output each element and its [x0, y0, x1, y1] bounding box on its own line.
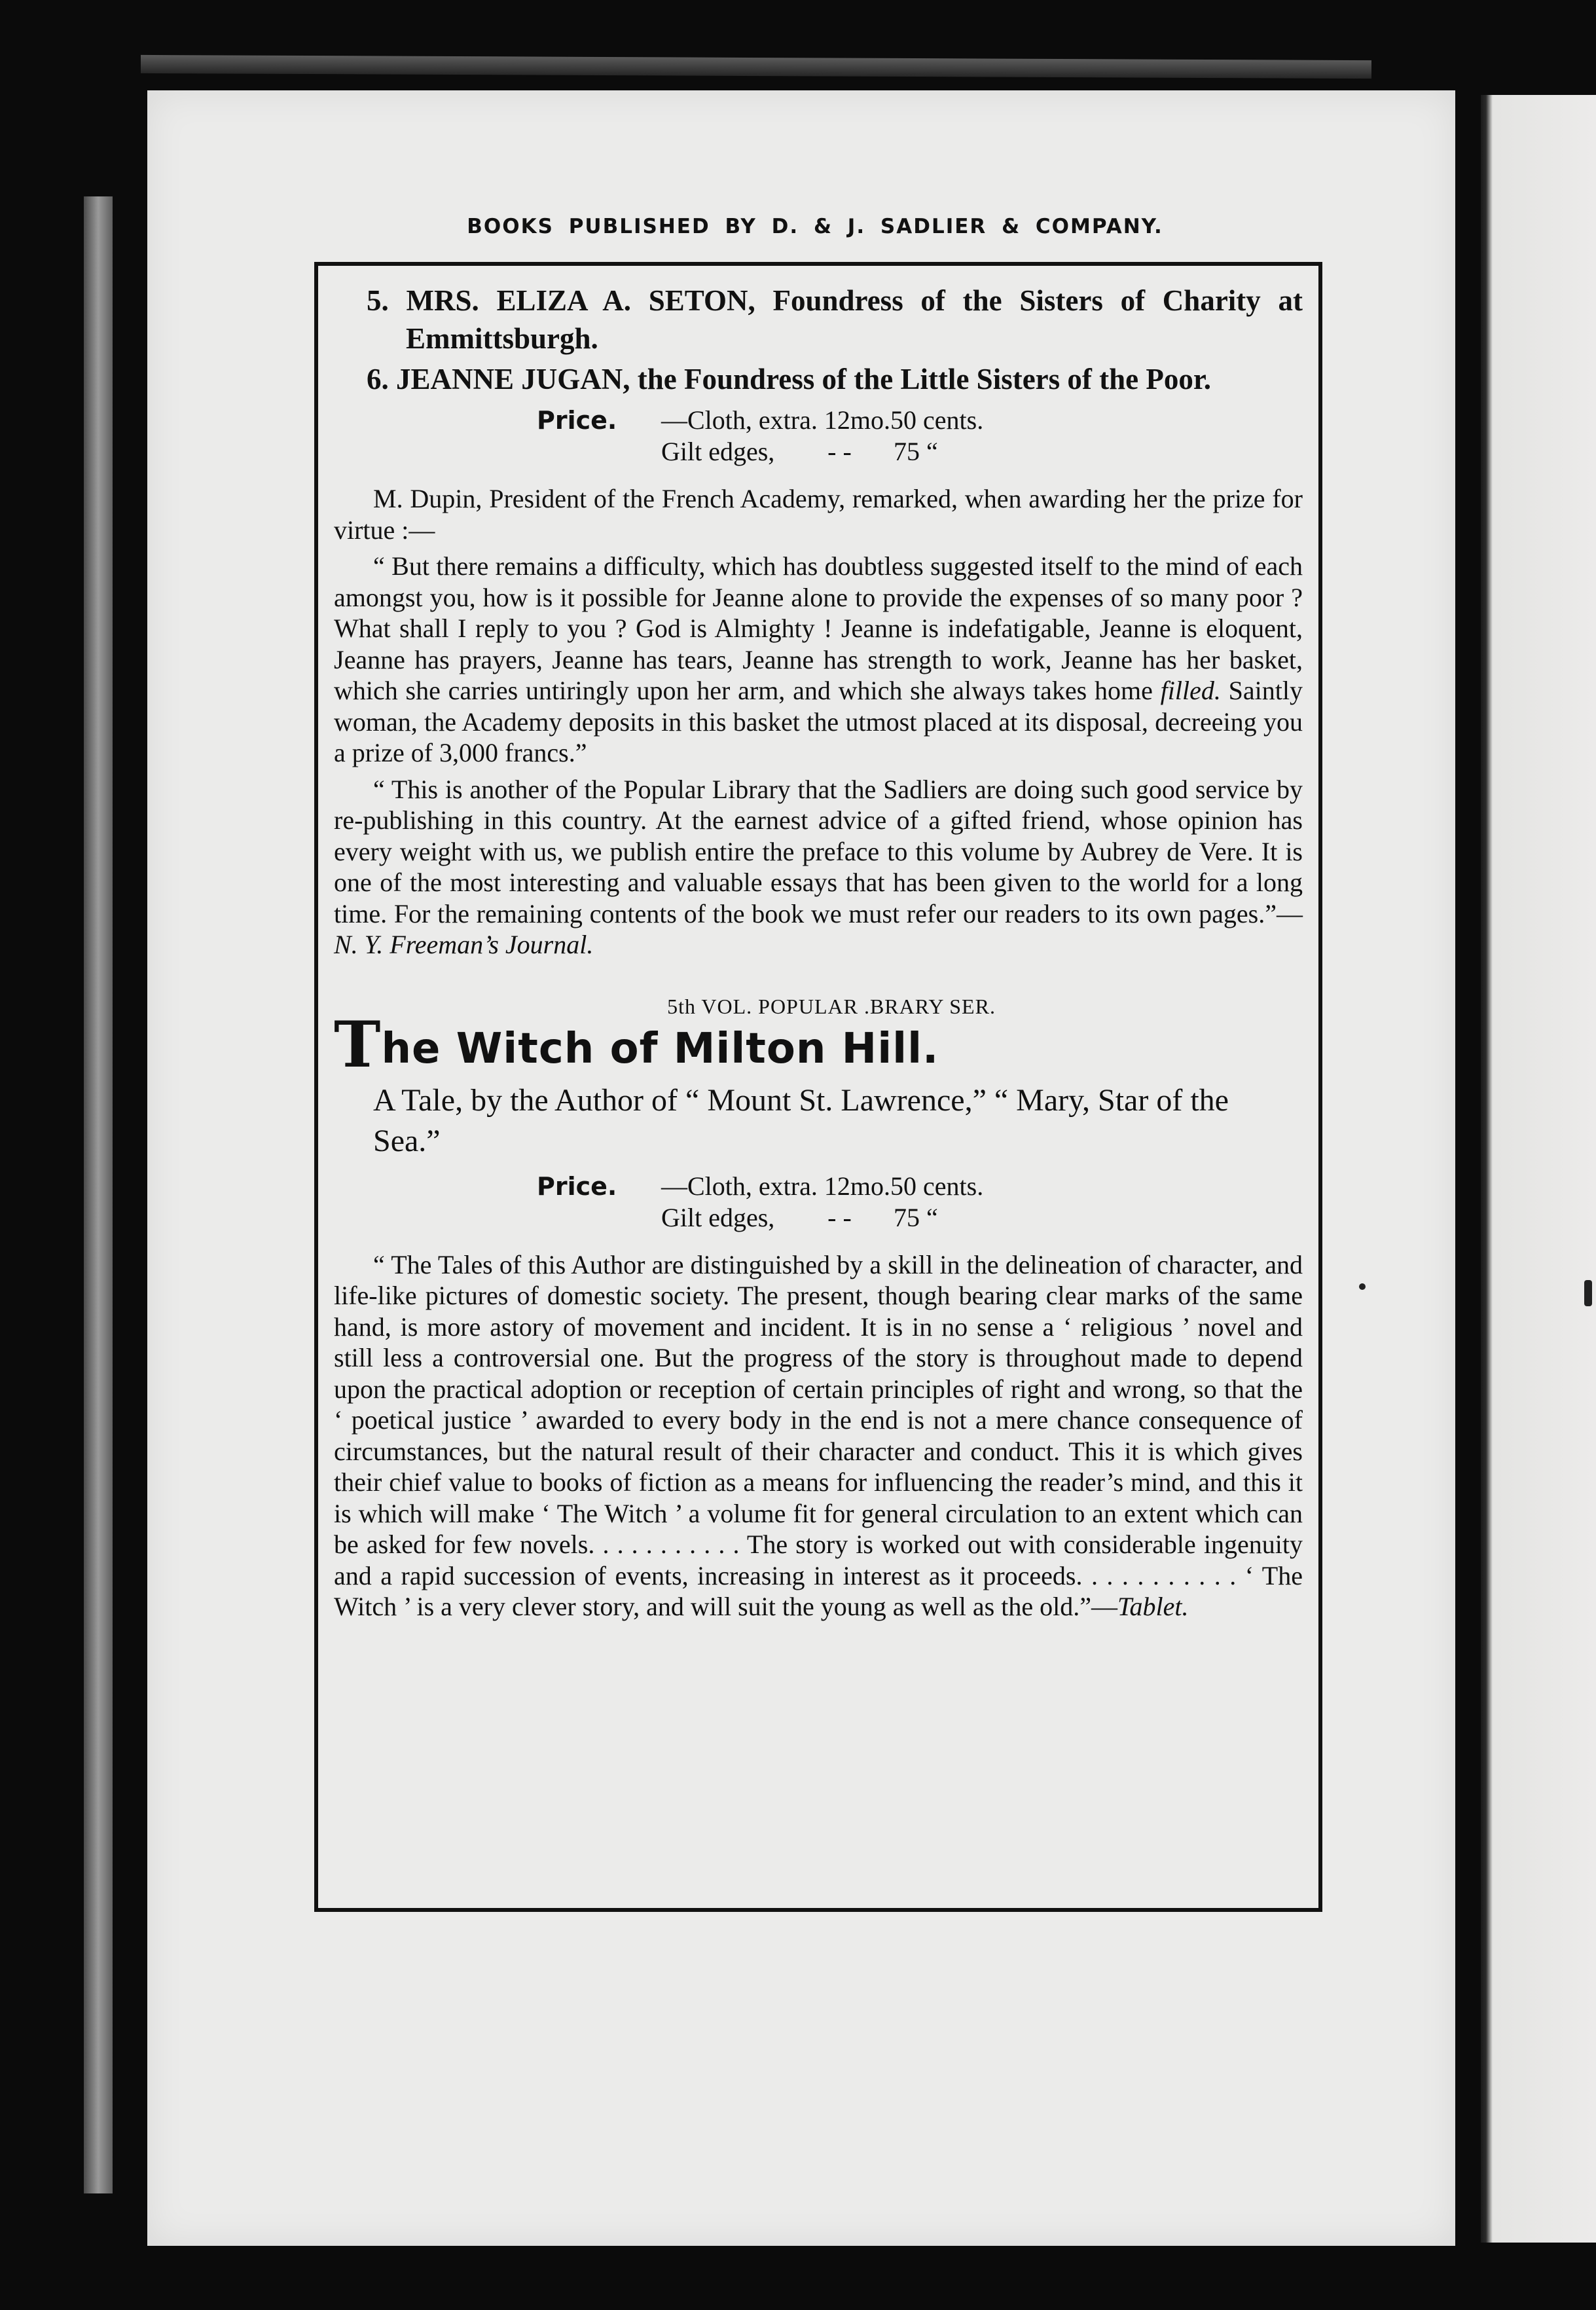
price-cloth: —Cloth, extra. 12mo. [661, 1171, 890, 1201]
book-title [334, 1007, 1303, 1082]
page-edge-left [84, 196, 113, 2193]
price-gilt-value: 75 “ [894, 437, 938, 466]
quote-jeanne-text-end: Saintly woman, the Academy deposits in this basket the utmost placed at its disposal, decreeing you a prize of 3,000 francs.” [334, 676, 1303, 767]
price-gilt-dash: - - [827, 1202, 852, 1232]
price-label: Price. [537, 406, 617, 435]
price-block-1 [537, 405, 1303, 468]
review-freeman-text: “ This is another of the Popular Library that the Sadliers are doing such good service by re-publishing in this country. At the earnest advice of a gifted friend, whose opinion has every weight with us, we publish entire the preface to this volume by Aubrey de Vere. It is one of the most interesting and valuable essays that has been given to the world for a long time. For the remaining contents of the book we must refer our readers to its own pages.”— [334, 774, 1303, 928]
price-gilt: Gilt edges, [661, 437, 775, 466]
review-freeman-source: N. Y. Freeman’s Journal. [334, 930, 594, 959]
price-gilt-value: 75 “ [894, 1202, 938, 1232]
advertisement-content [334, 282, 1303, 1622]
price-cloth: —Cloth, extra. 12mo. [661, 405, 890, 435]
ink-speck [1359, 1283, 1366, 1290]
price-row [537, 1171, 1303, 1202]
facing-page-edge [1481, 95, 1596, 2243]
price-block-2 [537, 1171, 1303, 1234]
price-gilt: Gilt edges, [661, 1202, 775, 1232]
quote-jeanne-emphasis: filled. [1160, 676, 1221, 705]
ink-speck [1584, 1280, 1592, 1306]
quote-jeanne-text: “ But there remains a difficulty, which has doubtless suggested itself to the mind of each amongst you, how is it possible for Jeanne alone to provide the expenses of so many poor ? What shall I reply to you ? God is Almighty ! Jeanne is indefatigable, Jeanne is eloquent, Jeanne has prayers, Jeanne has tears, Jeanne has strength to work, Jeanne has her basket, which she carries untiringly upon her arm, and which she always takes home [334, 551, 1303, 705]
review-tablet [334, 1249, 1303, 1622]
price-row [537, 1202, 1303, 1234]
price-gilt-dash: - - [827, 437, 852, 466]
price-cloth-value: 50 cents. [890, 1171, 984, 1201]
para-dupin: M. Dupin, President of the French Academy, remarked, when awarding her the prize for virtue :— [334, 484, 1303, 545]
price-label: Price. [537, 1171, 617, 1201]
review-tablet-source: Tablet. [1117, 1592, 1189, 1621]
book-title-initial: T [334, 1007, 382, 1082]
series-line: 5th VOL. POPULAR .BRARY SER. [667, 994, 996, 1018]
quote-jeanne [334, 551, 1303, 769]
list-item-jugan: 6. JEANNE JUGAN, the Foundress of the Little Sisters of the Poor. [367, 363, 1211, 395]
price-row [537, 405, 1303, 436]
price-cloth-value: 50 cents. [890, 405, 984, 435]
book-title-rest: he Witch of Milton Hill. [381, 1024, 939, 1073]
list-item-seton: 5. MRS. ELIZA A. SETON, Foundress of the Sisters of Charity at Emmittsburgh. [367, 284, 1303, 355]
price-row [537, 436, 1303, 468]
page-edge-top [141, 55, 1371, 79]
review-freeman [334, 774, 1303, 961]
running-head: BOOKS PUBLISHED BY D. & J. SADLIER & COMPANY. [467, 215, 1163, 238]
review-tablet-text: “ The Tales of this Author are distinguished by a skill in the delineation of character, and life-like pictures of domestic society. The present, though bearing clear marks of the same hand, is more astory of movement and incident. It is in no sense a ‘ religious ’ novel and still less a controversial one. But the progress of the story is throughout made to depend upon the practical adoption or reception of certain principles of right and wrong, so that the ‘ poetical justice ’ awarded to every body in the end is not a mere chance consequence of circumstances, but the natural result of their character and conduct. This it is which gives their chief value to books of fiction as a means for influencing the reader’s mind, and this it is which will make ‘ The Witch ’ a volume fit for general circulation to an extent which can be asked for few novels. . . . . . . . . . . The story is worked out with considerable ingenuity and a rapid succession of events, increasing in interest as it proceeds. . . . . . . . . . . ‘ The Witch ’ is a very clever story, and will suit the young as well as the old.”— [334, 1249, 1303, 1621]
book-subtitle: A Tale, by the Author of “ Mount St. Lawrence,” “ Mary, Star of the Sea.” [373, 1082, 1229, 1158]
